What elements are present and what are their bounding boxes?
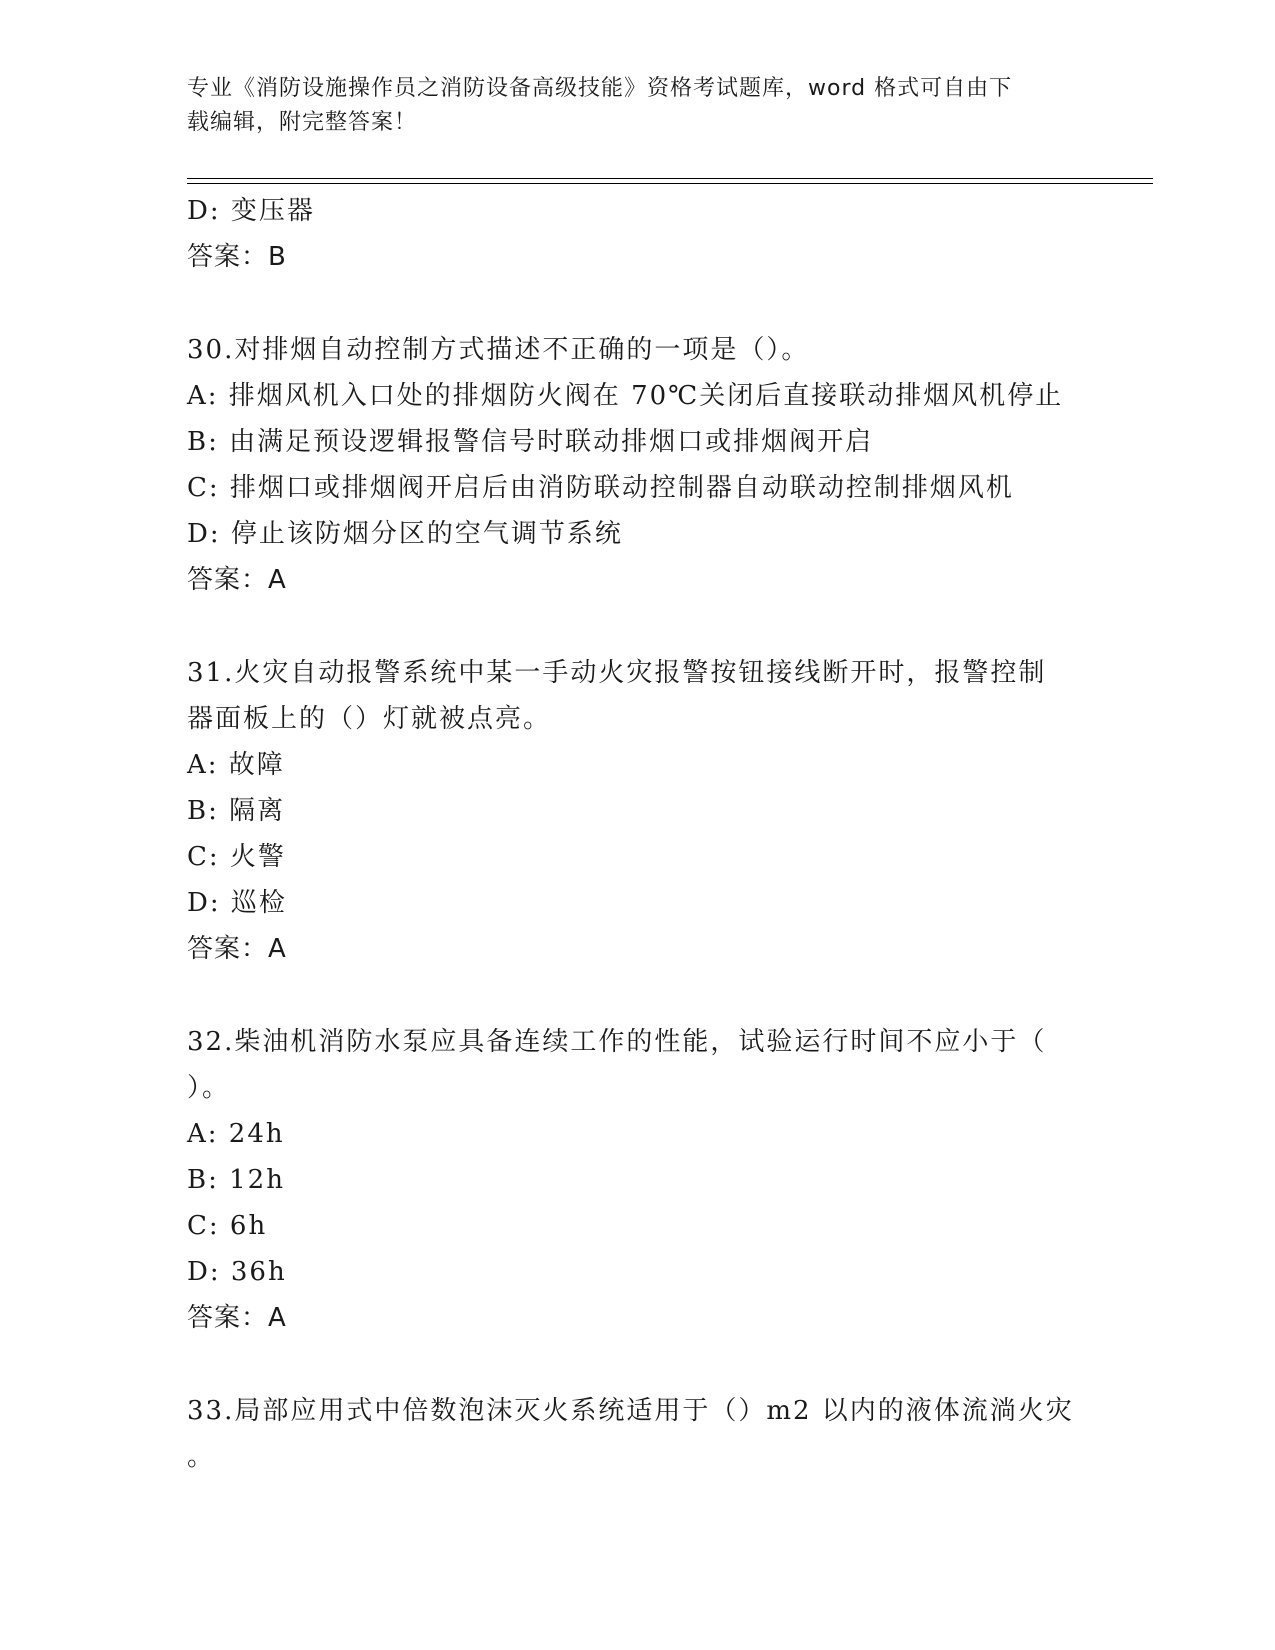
header-divider-top [187,178,1153,179]
question-32 [187,1019,1087,1341]
question-32-option-a: A: 24h [187,1119,285,1149]
question-32-stem-line-2: ）。 [187,1073,231,1103]
prev-answer: 答案：B [187,242,287,272]
question-31-answer: 答案：A [187,934,287,964]
header-line-1: 专业《消防设施操作员之消防设备高级技能》资格考试题库，word 格式可自由下 [187,76,1013,101]
header-line-2: 载编辑，附完整答案！ [187,110,418,135]
question-32-stem-line-1: 32.柴油机消防水泵应具备连续工作的性能，试验运行时间不应小于（ [187,1027,1047,1057]
question-31-option-c: C: 火警 [187,842,286,872]
header-divider-bottom [187,183,1153,184]
question-30-option-b: B: 由满足预设逻辑报警信号时联动排烟口或排烟阀开启 [187,427,874,457]
question-33-stem-line-1: 33.局部应用式中倍数泡沫灭火系统适用于（）m2 以内的液体流淌火灾 [187,1396,1074,1426]
question-30 [187,327,1087,603]
question-32-answer: 答案：A [187,1303,287,1333]
question-31-option-a: A: 故障 [187,750,285,780]
question-32-option-d: D: 36h [187,1257,287,1287]
prev-option-d: D: 变压器 [187,196,315,226]
question-31 [187,650,1087,972]
question-33 [187,1388,1087,1480]
question-30-stem: 30.对排烟自动控制方式描述不正确的一项是（）。 [187,335,810,365]
question-31-stem-line-2: 器面板上的（）灯就被点亮。 [187,704,552,734]
document-header [187,72,1087,140]
question-31-option-d: D: 巡检 [187,888,287,918]
question-30-option-a: A: 排烟风机入口处的排烟防火阀在 70℃关闭后直接联动排烟风机停止 [187,381,1064,411]
question-30-option-d: D: 停止该防烟分区的空气调节系统 [187,519,623,549]
question-33-stem-line-2: 。 [187,1442,216,1472]
question-32-option-c: C: 6h [187,1211,268,1241]
question-30-option-c: C: 排烟口或排烟阀开启后由消防联动控制器自动联动控制排烟风机 [187,473,1014,503]
question-31-stem-line-1: 31.火灾自动报警系统中某一手动火灾报警按钮接线断开时，报警控制 [187,658,1047,688]
question-content [187,188,1087,1480]
question-30-answer: 答案：A [187,565,287,595]
question-32-option-b: B: 12h [187,1165,285,1195]
question-31-option-b: B: 隔离 [187,796,286,826]
